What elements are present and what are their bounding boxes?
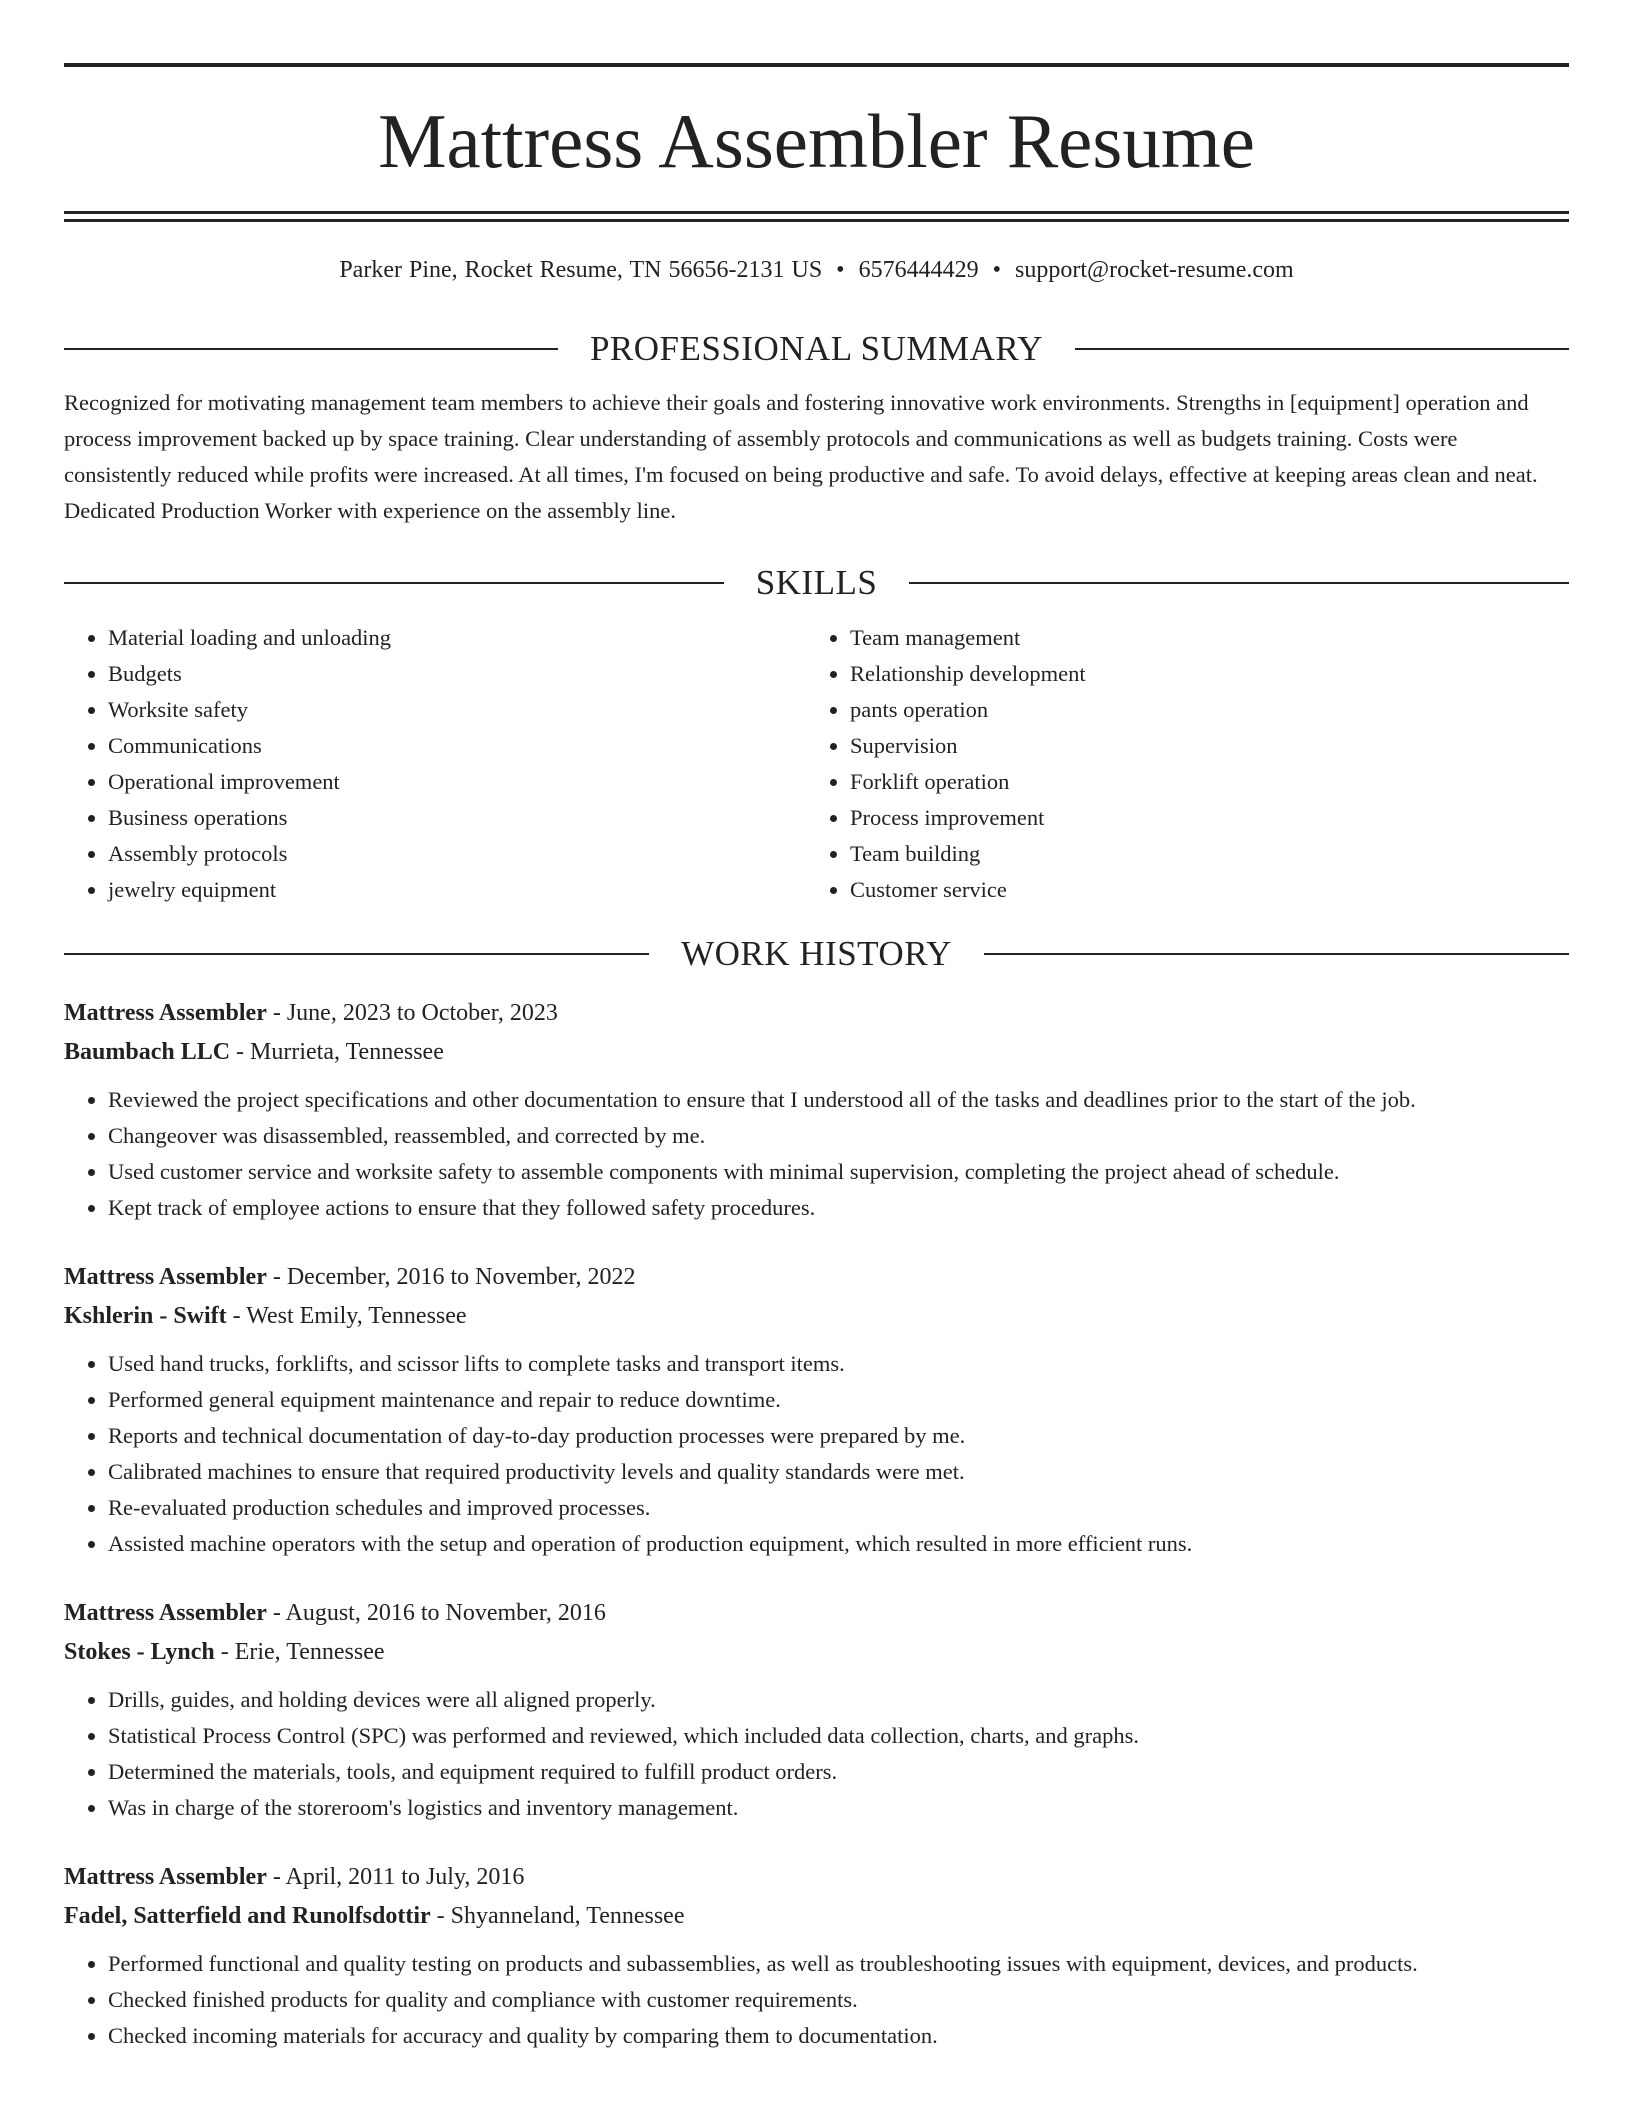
job-title: Mattress Assembler: [64, 1264, 267, 1290]
job-title-line: [64, 994, 1569, 1033]
job-bullet: • Assisted machine operators with the setup and operation of production equipment, which resulted in more efficient runs.: [108, 1526, 1569, 1562]
job-title: Mattress Assembler: [64, 1600, 267, 1626]
job-bullet: • Kept track of employee actions to ensure that they followed safety procedures.: [108, 1190, 1569, 1226]
heading-rule-left: [64, 953, 649, 955]
job-company: Fadel, Satterfield and Runolfsdottir: [64, 1903, 431, 1929]
job-bullet: • Calibrated machines to ensure that required productivity levels and quality standards were met.: [108, 1454, 1569, 1490]
contact-phone: 6576444429: [858, 257, 979, 283]
skill-item: • Supervision: [850, 728, 1548, 764]
skill-item: • Team management: [850, 620, 1548, 656]
job-bullet: • Performed general equipment maintenance and repair to reduce downtime.: [108, 1382, 1569, 1418]
job-entry: [64, 994, 1569, 1226]
skill-item: • pants operation: [850, 692, 1548, 728]
job-title-line: [64, 1258, 1569, 1297]
job-bullet: • Performed functional and quality testing on products and subassemblies, as well as troubleshooting issues with equipment, devices, and products.: [108, 1946, 1569, 1982]
skill-item: • Assembly protocols: [108, 836, 806, 872]
heading-rule-left: [64, 582, 724, 584]
contact-address: Parker Pine, Rocket Resume, TN 56656-2131 US: [339, 257, 823, 283]
title-double-rule: [64, 211, 1569, 222]
job-location: - Murrieta, Tennessee: [230, 1039, 444, 1065]
skill-item: • Material loading and unloading: [108, 620, 806, 656]
job-bullets: [64, 1082, 1569, 1226]
skills-heading-label: SKILLS: [755, 563, 878, 602]
skills-heading: [64, 563, 1569, 603]
work-heading: [64, 934, 1569, 974]
job-bullet: • Checked incoming materials for accuracy and quality by comparing them to documentation.: [108, 2018, 1569, 2054]
summary-heading-label: PROFESSIONAL SUMMARY: [589, 329, 1044, 368]
heading-rule-left: [64, 348, 558, 350]
job-dates: - August, 2016 to November, 2016: [266, 1600, 606, 1626]
skill-item: • Budgets: [108, 656, 806, 692]
job-location: - West Emily, Tennessee: [226, 1303, 467, 1329]
job-title: Mattress Assembler: [64, 1864, 267, 1890]
skill-item: • Team building: [850, 836, 1548, 872]
job-bullet: • Changeover was disassembled, reassembled, and corrected by me.: [108, 1118, 1569, 1154]
resume-page: [64, 0, 1569, 2054]
skills-list-left: [64, 620, 806, 908]
summary-heading: [64, 329, 1569, 369]
skill-item: • Communications: [108, 728, 806, 764]
job-company-line: [64, 1033, 1569, 1072]
job-bullet: • Determined the materials, tools, and equipment required to fulfill product orders.: [108, 1754, 1569, 1790]
summary-text: Recognized for motivating management team members to achieve their goals and fostering innovative work environments. Strengths in [equipment] operation and process improvement backed up by space training. Clear understanding of assembly protocols and communications as well as budgets training. Costs were consistently reduced while profits were increased. At all times, I'm focused on being productive and safe. To avoid delays, effective at keeping areas clean and neat. Dedicated Production Worker with experience on the assembly line.: [64, 390, 1538, 523]
job-bullet: • Checked finished products for quality and compliance with customer requirements.: [108, 1982, 1569, 2018]
job-company-line: [64, 1633, 1569, 1672]
job-bullet: • Statistical Process Control (SPC) was performed and reviewed, which included data collection, charts, and graphs.: [108, 1718, 1569, 1754]
job-entry: [64, 1858, 1569, 2054]
resume-title: Mattress Assembler Resume: [378, 98, 1255, 184]
job-company-line: [64, 1297, 1569, 1336]
job-title: Mattress Assembler: [64, 1000, 267, 1026]
skills-list-right: [806, 620, 1548, 908]
heading-rule-right: [909, 582, 1569, 584]
top-rule: [64, 63, 1569, 67]
heading-rule-right: [1075, 348, 1569, 350]
heading-rule-right: [984, 953, 1569, 955]
job-company: Kshlerin - Swift: [64, 1303, 227, 1329]
job-bullets: [64, 1346, 1569, 1562]
job-location: - Shyanneland, Tennessee: [430, 1903, 685, 1929]
skills-columns: [64, 620, 1569, 908]
job-bullet: • Drills, guides, and holding devices were all aligned properly.: [108, 1682, 1569, 1718]
contact-separator: •: [992, 257, 1001, 283]
job-company: Stokes - Lynch: [64, 1639, 215, 1665]
job-bullet: • Reviewed the project specifications and other documentation to ensure that I understood all of the tasks and deadlines prior to the start of the job.: [108, 1082, 1569, 1118]
job-company: Baumbach LLC: [64, 1039, 231, 1065]
skill-item: • Business operations: [108, 800, 806, 836]
contact-email: support@rocket-resume.com: [1014, 257, 1294, 283]
contact-line: [64, 255, 1569, 285]
job-location: - Erie, Tennessee: [214, 1639, 385, 1665]
job-bullets: [64, 1682, 1569, 1826]
job-bullet: • Re-evaluated production schedules and improved processes.: [108, 1490, 1569, 1526]
skill-item: • Relationship development: [850, 656, 1548, 692]
skill-item: • Forklift operation: [850, 764, 1548, 800]
skill-item: • Customer service: [850, 872, 1548, 908]
skill-item: • Operational improvement: [108, 764, 806, 800]
job-entry: [64, 1258, 1569, 1562]
job-bullet: • Reports and technical documentation of day-to-day production processes were prepared by me.: [108, 1418, 1569, 1454]
skill-item: • Process improvement: [850, 800, 1548, 836]
skill-item: • Worksite safety: [108, 692, 806, 728]
skill-item: • jewelry equipment: [108, 872, 806, 908]
job-bullet: • Used customer service and worksite safety to assemble components with minimal supervision, completing the project ahead of schedule.: [108, 1154, 1569, 1190]
job-entry: [64, 1594, 1569, 1826]
job-company-line: [64, 1897, 1569, 1936]
job-dates: - December, 2016 to November, 2022: [266, 1264, 636, 1290]
contact-separator: •: [836, 257, 845, 283]
job-title-line: [64, 1858, 1569, 1897]
job-bullet: • Used hand trucks, forklifts, and scissor lifts to complete tasks and transport items.: [108, 1346, 1569, 1382]
job-title-line: [64, 1594, 1569, 1633]
job-dates: - June, 2023 to October, 2023: [266, 1000, 558, 1026]
job-bullet: • Was in charge of the storeroom's logistics and inventory management.: [108, 1790, 1569, 1826]
work-heading-label: WORK HISTORY: [681, 934, 952, 973]
job-bullets: [64, 1946, 1569, 2054]
job-dates: - April, 2011 to July, 2016: [266, 1864, 525, 1890]
